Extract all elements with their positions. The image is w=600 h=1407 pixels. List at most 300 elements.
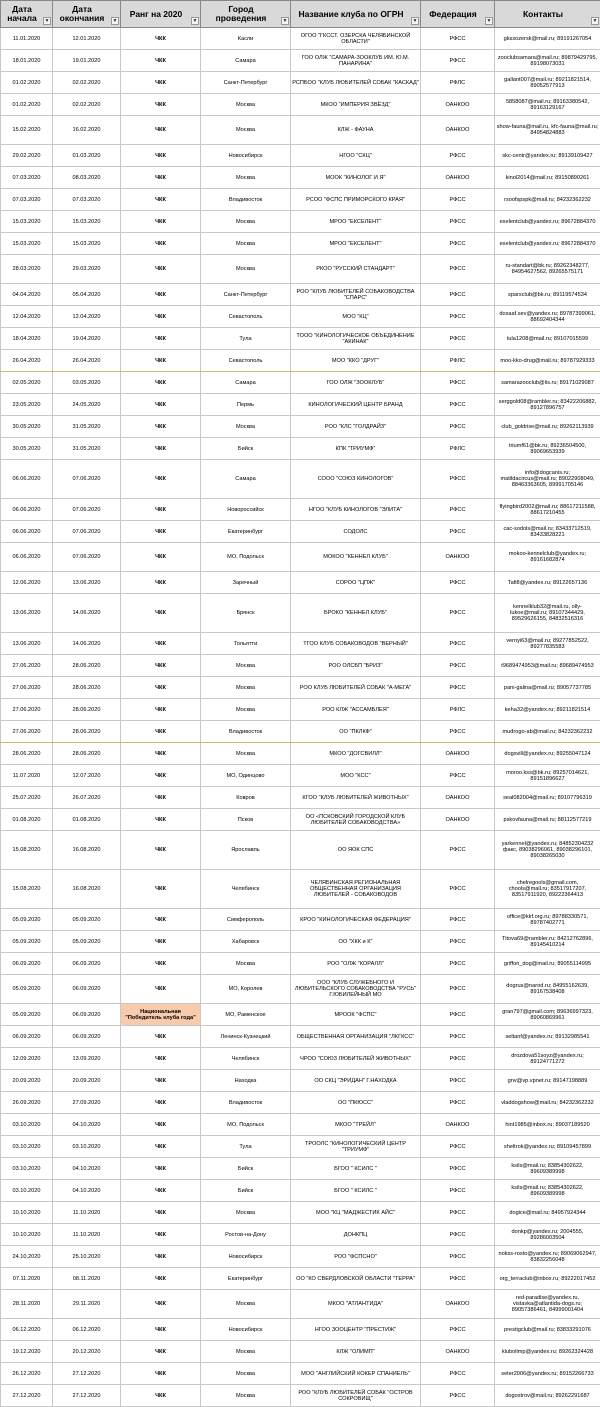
rank-cell[interactable]: ЧКК bbox=[121, 233, 201, 255]
end-date-cell[interactable]: 12.01.2020 bbox=[53, 28, 121, 50]
filter-city-dropdown-arrow-icon[interactable]: ▼ bbox=[281, 17, 289, 25]
city-cell[interactable]: Касли bbox=[201, 28, 291, 50]
federation-cell[interactable]: РФСС bbox=[421, 721, 495, 743]
city-cell[interactable]: Москва bbox=[201, 1202, 291, 1224]
end-date-cell[interactable]: 14.06.2020 bbox=[53, 594, 121, 633]
club-name-cell[interactable]: РОО ОЛСБП "БРИЗ" bbox=[291, 655, 421, 677]
club-name-cell[interactable]: МКОО "ИМПЕРИЯ ЗВЁЗД" bbox=[291, 94, 421, 116]
end-date-cell[interactable]: 27.12.2020 bbox=[53, 1385, 121, 1407]
federation-cell[interactable]: РФСС bbox=[421, 50, 495, 72]
city-cell[interactable]: Хабаровск bbox=[201, 931, 291, 953]
city-cell[interactable]: МО, Королев bbox=[201, 975, 291, 1004]
end-date-cell[interactable]: 13.06.2020 bbox=[53, 572, 121, 594]
city-cell[interactable]: Москва bbox=[201, 94, 291, 116]
rank-cell[interactable]: ЧКК bbox=[121, 167, 201, 189]
filter-end-date-dropdown-arrow-icon[interactable]: ▼ bbox=[111, 17, 119, 25]
rank-cell[interactable]: ЧКК bbox=[121, 1114, 201, 1136]
city-cell[interactable]: Ярославль bbox=[201, 831, 291, 870]
rank-cell[interactable]: ЧКК bbox=[121, 521, 201, 543]
filter-federation-dropdown-arrow-icon[interactable]: ▼ bbox=[485, 17, 493, 25]
federation-cell[interactable]: РФСС bbox=[421, 1224, 495, 1246]
contacts-cell[interactable]: moo-kko-drug@mail.ru; 89787929333 bbox=[495, 350, 600, 372]
rank-cell[interactable]: ЧКК bbox=[121, 499, 201, 521]
contacts-cell[interactable]: keha32@yandex.ru; 89211821514 bbox=[495, 699, 600, 721]
contacts-cell[interactable]: samarazooclub@lis.ru; 89171029087 bbox=[495, 372, 600, 394]
city-cell[interactable]: МО, Одинцово bbox=[201, 765, 291, 787]
start-date-cell[interactable]: 24.10.2020 bbox=[1, 1246, 53, 1268]
end-date-cell[interactable]: 04.10.2020 bbox=[53, 1180, 121, 1202]
contacts-cell[interactable]: show-fauna@mail.ru, kfc-fauna@mail.ru; 84954824883 bbox=[495, 116, 600, 145]
contacts-cell[interactable]: dogostrov@mail.ru; 89262291687 bbox=[495, 1385, 600, 1407]
end-date-cell[interactable]: 02.02.2020 bbox=[53, 72, 121, 94]
end-date-cell[interactable]: 28.06.2020 bbox=[53, 677, 121, 699]
contacts-cell[interactable]: club_goldrise@mail.ru; 89262113939 bbox=[495, 416, 600, 438]
federation-cell[interactable]: РФСС bbox=[421, 394, 495, 416]
end-date-cell[interactable]: 11.10.2020 bbox=[53, 1202, 121, 1224]
city-cell[interactable]: Москва bbox=[201, 655, 291, 677]
club-name-cell[interactable]: СОРОО "ЦПЖ" bbox=[291, 572, 421, 594]
rank-cell[interactable]: ЧКК bbox=[121, 831, 201, 870]
club-name-cell[interactable]: РОО "ОЛЖ "КОРАЛЛ" bbox=[291, 953, 421, 975]
club-name-cell[interactable]: ЧЕЛЯБИНСКАЯ РЕГИОНАЛЬНАЯ ОБЩЕСТВЕННАЯ ОРГАНИЗАЦИЯ ЛЮБИТЕЛЕЙ - СОБАКОВОДОВ bbox=[291, 870, 421, 909]
rank-cell[interactable]: ЧКК bbox=[121, 416, 201, 438]
rank-cell[interactable]: ЧКК bbox=[121, 306, 201, 328]
club-name-cell[interactable]: РСПБОО "КЛУБ ЛЮБИТЕЛЕЙ СОБАК "КАСКАД" bbox=[291, 72, 421, 94]
city-cell[interactable]: Москва bbox=[201, 743, 291, 765]
start-date-cell[interactable]: 12.06.2020 bbox=[1, 572, 53, 594]
contacts-cell[interactable]: vernyi63@mail.ru; 89277852522, 89277835583 bbox=[495, 633, 600, 655]
end-date-cell[interactable]: 20.12.2020 bbox=[53, 1341, 121, 1363]
club-name-cell[interactable]: ОО "КО СВЕРДЛОВСКОЙ ОБЛАСТИ "ТЕРРА" bbox=[291, 1268, 421, 1290]
contacts-cell[interactable]: gallant007@mail.ru; 89211821514, 89052577913 bbox=[495, 72, 600, 94]
federation-cell[interactable]: РФСС bbox=[421, 1180, 495, 1202]
city-cell[interactable]: Москва bbox=[201, 211, 291, 233]
start-date-cell[interactable]: 06.06.2020 bbox=[1, 543, 53, 572]
city-cell[interactable]: Москва bbox=[201, 1341, 291, 1363]
federation-cell[interactable]: РФСС bbox=[421, 909, 495, 931]
club-name-cell[interactable]: БГОО " КСИЛС " bbox=[291, 1158, 421, 1180]
federation-cell[interactable]: РФСС bbox=[421, 499, 495, 521]
city-cell[interactable]: Москва bbox=[201, 167, 291, 189]
federation-cell[interactable]: ОАНКОО bbox=[421, 743, 495, 765]
city-cell[interactable]: Бийск bbox=[201, 1158, 291, 1180]
end-date-cell[interactable]: 11.10.2020 bbox=[53, 1224, 121, 1246]
start-date-cell[interactable]: 03.10.2020 bbox=[1, 1114, 53, 1136]
filter-contacts-dropdown-arrow-icon[interactable]: ▼ bbox=[591, 17, 599, 25]
contacts-cell[interactable]: gnv@vp.vpnet.ru; 89147198889 bbox=[495, 1070, 600, 1092]
rank-cell[interactable]: ЧКК bbox=[121, 372, 201, 394]
end-date-cell[interactable]: 06.09.2020 bbox=[53, 1026, 121, 1048]
end-date-cell[interactable]: 28.06.2020 bbox=[53, 721, 121, 743]
federation-cell[interactable]: РФСС bbox=[421, 306, 495, 328]
federation-cell[interactable]: РФСС bbox=[421, 633, 495, 655]
end-date-cell[interactable]: 03.10.2020 bbox=[53, 1136, 121, 1158]
end-date-cell[interactable]: 12.04.2020 bbox=[53, 306, 121, 328]
rank-cell[interactable]: ЧКК bbox=[121, 870, 201, 909]
federation-cell[interactable]: РФСС bbox=[421, 677, 495, 699]
rank-cell[interactable]: ЧКК bbox=[121, 931, 201, 953]
end-date-cell[interactable]: 15.03.2020 bbox=[53, 233, 121, 255]
rank-cell[interactable]: ЧКК bbox=[121, 72, 201, 94]
club-name-cell[interactable]: МОКОО "КЕННЕЛ КЛУБ" bbox=[291, 543, 421, 572]
end-date-cell[interactable]: 06.09.2020 bbox=[53, 1004, 121, 1026]
start-date-cell[interactable]: 15.03.2020 bbox=[1, 211, 53, 233]
rank-cell[interactable]: ЧКК bbox=[121, 721, 201, 743]
city-cell[interactable]: Санкт-Петербург bbox=[201, 72, 291, 94]
federation-cell[interactable]: РФСС bbox=[421, 328, 495, 350]
federation-cell[interactable]: РФСС bbox=[421, 1136, 495, 1158]
city-cell[interactable]: Москва bbox=[201, 255, 291, 284]
federation-cell[interactable]: РФСС bbox=[421, 521, 495, 543]
city-cell[interactable]: Санкт-Петербург bbox=[201, 284, 291, 306]
city-cell[interactable]: Москва bbox=[201, 116, 291, 145]
federation-cell[interactable]: РФСС bbox=[421, 831, 495, 870]
start-date-cell[interactable]: 30.05.2020 bbox=[1, 416, 53, 438]
start-date-cell[interactable]: 26.09.2020 bbox=[1, 1092, 53, 1114]
federation-cell[interactable]: РФСС bbox=[421, 233, 495, 255]
contacts-cell[interactable]: gran797@gmail.com; 89636997323, 89060869961 bbox=[495, 1004, 600, 1026]
club-name-cell[interactable]: РОО КЛУБ ЛЮБИТЕЛЕЙ СОБАК "А-МЕГА" bbox=[291, 677, 421, 699]
start-date-cell[interactable]: 15.08.2020 bbox=[1, 831, 53, 870]
city-cell[interactable]: Тула bbox=[201, 1136, 291, 1158]
start-date-cell[interactable]: 27.06.2020 bbox=[1, 699, 53, 721]
end-date-cell[interactable]: 07.03.2020 bbox=[53, 189, 121, 211]
federation-cell[interactable]: РФСС bbox=[421, 931, 495, 953]
end-date-cell[interactable]: 05.09.2020 bbox=[53, 909, 121, 931]
rank-cell[interactable]: ЧКК bbox=[121, 1319, 201, 1341]
federation-cell[interactable]: РФСС bbox=[421, 1268, 495, 1290]
end-date-cell[interactable]: 29.11.2020 bbox=[53, 1290, 121, 1319]
end-date-cell[interactable]: 07.06.2020 bbox=[53, 521, 121, 543]
contacts-cell[interactable]: dogrus@narod.ru; 84955162639, 89167538408 bbox=[495, 975, 600, 1004]
club-name-cell[interactable]: МООК "КИНОЛОГ И Я" bbox=[291, 167, 421, 189]
rank-cell[interactable]: ЧКК bbox=[121, 594, 201, 633]
city-cell[interactable]: Екатеринбург bbox=[201, 1268, 291, 1290]
club-name-cell[interactable]: МКОО "ДОГСВИЛЛ" bbox=[291, 743, 421, 765]
federation-cell[interactable]: РФСС bbox=[421, 255, 495, 284]
federation-cell[interactable]: РФСС bbox=[421, 1070, 495, 1092]
federation-cell[interactable]: РФСС bbox=[421, 416, 495, 438]
filter-club-dropdown-arrow-icon[interactable]: ▼ bbox=[411, 17, 419, 25]
end-date-cell[interactable]: 03.05.2020 bbox=[53, 372, 121, 394]
city-cell[interactable]: Москва bbox=[201, 677, 291, 699]
contacts-cell[interactable]: dogice@mail.ru; 84957924344 bbox=[495, 1202, 600, 1224]
federation-cell[interactable]: РФСС bbox=[421, 975, 495, 1004]
rank-cell[interactable]: ЧКК bbox=[121, 1136, 201, 1158]
end-date-cell[interactable]: 06.12.2020 bbox=[53, 1319, 121, 1341]
end-date-cell[interactable]: 27.12.2020 bbox=[53, 1363, 121, 1385]
contacts-cell[interactable]: 5858087@mail.ru; 89163380542, 89163129167 bbox=[495, 94, 600, 116]
start-date-cell[interactable]: 15.03.2020 bbox=[1, 233, 53, 255]
city-cell[interactable]: Ленинск-Кузнецкий bbox=[201, 1026, 291, 1048]
rank-cell[interactable]: ЧКК bbox=[121, 460, 201, 499]
federation-cell[interactable]: РФЛС bbox=[421, 72, 495, 94]
city-cell[interactable]: Москва bbox=[201, 1385, 291, 1407]
federation-cell[interactable]: РФЛС bbox=[421, 699, 495, 721]
rank-cell[interactable]: ЧКК bbox=[121, 909, 201, 931]
federation-cell[interactable]: РФСС bbox=[421, 1363, 495, 1385]
rank-cell[interactable]: ЧКК bbox=[121, 50, 201, 72]
end-date-cell[interactable]: 15.03.2020 bbox=[53, 211, 121, 233]
federation-cell[interactable]: ОАНКОО bbox=[421, 1290, 495, 1319]
contacts-cell[interactable]: vladdogshow@mail.ru; 84232362232 bbox=[495, 1092, 600, 1114]
start-date-cell[interactable]: 15.02.2020 bbox=[1, 116, 53, 145]
start-date-cell[interactable]: 06.06.2020 bbox=[1, 521, 53, 543]
club-name-cell[interactable]: ОО "ПКЛКФ" bbox=[291, 721, 421, 743]
contacts-cell[interactable]: chelregools@gmail.com, chools@mail.ru; 83517917207, 83517911920, 89222364413 bbox=[495, 870, 600, 909]
federation-cell[interactable]: РФСС bbox=[421, 460, 495, 499]
club-name-cell[interactable]: ОГОО "ГКССТ. ОЗЕРСКА ЧЕЛЯБИНСКОЙ ОБЛАСТИ" bbox=[291, 28, 421, 50]
end-date-cell[interactable]: 26.04.2020 bbox=[53, 350, 121, 372]
end-date-cell[interactable]: 08.11.2020 bbox=[53, 1268, 121, 1290]
federation-cell[interactable]: ОАНКОО bbox=[421, 543, 495, 572]
end-date-cell[interactable]: 16.08.2020 bbox=[53, 831, 121, 870]
end-date-cell[interactable]: 28.06.2020 bbox=[53, 743, 121, 765]
city-cell[interactable]: Тольятти bbox=[201, 633, 291, 655]
club-name-cell[interactable]: ОО ЯОК СПС bbox=[291, 831, 421, 870]
end-date-cell[interactable]: 28.06.2020 bbox=[53, 655, 121, 677]
federation-cell[interactable]: ОАНКОО bbox=[421, 1114, 495, 1136]
filter-start-date-dropdown-arrow-icon[interactable]: ▼ bbox=[43, 17, 51, 25]
start-date-cell[interactable]: 27.06.2020 bbox=[1, 677, 53, 699]
city-cell[interactable]: Ковров bbox=[201, 787, 291, 809]
start-date-cell[interactable]: 13.06.2020 bbox=[1, 594, 53, 633]
contacts-cell[interactable]: nokss-rosto@yandex.ru; 89069062947, 83832256048 bbox=[495, 1246, 600, 1268]
contacts-cell[interactable]: kinol2014@mail.ru; 89150890261 bbox=[495, 167, 600, 189]
club-name-cell[interactable]: РОО "КЛС "ГОЛДРАЙЗ" bbox=[291, 416, 421, 438]
club-name-cell[interactable]: МРОО "ЕКСЕЛЕНТ" bbox=[291, 211, 421, 233]
rank-cell[interactable]: ЧКК bbox=[121, 1224, 201, 1246]
contacts-cell[interactable]: klubolimp@yandex.ru; 89262324428 bbox=[495, 1341, 600, 1363]
federation-cell[interactable]: РФСС bbox=[421, 1004, 495, 1026]
city-cell[interactable]: Москва bbox=[201, 1363, 291, 1385]
contacts-cell[interactable]: seltanf@yandex.ru; 89132985541 bbox=[495, 1026, 600, 1048]
start-date-cell[interactable]: 12.04.2020 bbox=[1, 306, 53, 328]
club-name-cell[interactable]: ЧРОО "СОЮЗ ЛЮБИТЕЛЕЙ ЖИВОТНЫХ" bbox=[291, 1048, 421, 1070]
contacts-cell[interactable]: hint1985@inbox.ru; 89037189520 bbox=[495, 1114, 600, 1136]
club-name-cell[interactable]: ОО «ПСКОВСКИЙ ГОРОДСКОЙ КЛУБ ЛЮБИТЕЛЕЙ СОБАКОВОДСТВА» bbox=[291, 809, 421, 831]
start-date-cell[interactable]: 06.09.2020 bbox=[1, 1026, 53, 1048]
contacts-cell[interactable]: yarkennel@yandex.ru; 84852304232 факс, 89038296061, 89038296101, 89038265030 bbox=[495, 831, 600, 870]
start-date-cell[interactable]: 27.12.2020 bbox=[1, 1385, 53, 1407]
contacts-cell[interactable]: org_terraclub@inbox.ru; 89222017452 bbox=[495, 1268, 600, 1290]
contacts-cell[interactable]: kennelklub32@mail.ru, olly-lukoe@mail.ru; 89107344429, 89529626155, 84832516316 bbox=[495, 594, 600, 633]
city-cell[interactable]: Владивосток bbox=[201, 189, 291, 211]
end-date-cell[interactable]: 08.03.2020 bbox=[53, 167, 121, 189]
rank-cell[interactable]: ЧКК bbox=[121, 1385, 201, 1407]
end-date-cell[interactable]: 28.06.2020 bbox=[53, 699, 121, 721]
federation-cell[interactable]: ОАНКОО bbox=[421, 94, 495, 116]
club-name-cell[interactable]: НГОО ЗООЦЕНТР "ПРЕСТИЖ" bbox=[291, 1319, 421, 1341]
contacts-cell[interactable]: red-paradise@yandex.ru, vistavka@atlantida-dogs.ru; 89057386461, 84999001404 bbox=[495, 1290, 600, 1319]
contacts-cell[interactable]: info@dogcanis.ru; matildacircus@mail.ru; 89022908049, 88463363605, 89991705146 bbox=[495, 460, 600, 499]
rank-cell[interactable]: ЧКК bbox=[121, 655, 201, 677]
club-name-cell[interactable]: РОО "КЛУБ ЛЮБИТЕЛЕЙ СОБАКОВОДСТВА "СПАРС" bbox=[291, 284, 421, 306]
club-name-cell[interactable]: НГОО "СКЦ" bbox=[291, 145, 421, 167]
club-name-cell[interactable]: ООО "КЛУБ СЛУЖЕБНОГО И ЛЮБИТЕЛЬСКОГО СОБАКОВОДСТВА "РУСЬ" Г.ЮБИЛЕЙНЫЙ МО bbox=[291, 975, 421, 1004]
contacts-cell[interactable]: pskovfauna@mail.ru; 88112577219 bbox=[495, 809, 600, 831]
federation-cell[interactable]: РФСС bbox=[421, 1026, 495, 1048]
end-date-cell[interactable]: 26.07.2020 bbox=[53, 787, 121, 809]
contacts-cell[interactable]: ksils@mail.ru; 83854302622, 89609389998 bbox=[495, 1180, 600, 1202]
end-date-cell[interactable]: 19.01.2020 bbox=[53, 50, 121, 72]
end-date-cell[interactable]: 07.06.2020 bbox=[53, 543, 121, 572]
end-date-cell[interactable]: 01.08.2020 bbox=[53, 809, 121, 831]
rank-cell[interactable]: ЧКК bbox=[121, 1290, 201, 1319]
city-cell[interactable]: Заречный bbox=[201, 572, 291, 594]
contacts-cell[interactable]: dogsvill@yandex.ru; 89255047124 bbox=[495, 743, 600, 765]
start-date-cell[interactable]: 26.04.2020 bbox=[1, 350, 53, 372]
rank-cell[interactable]: ЧКК bbox=[121, 1246, 201, 1268]
city-cell[interactable]: Москва bbox=[201, 1290, 291, 1319]
club-name-cell[interactable]: МОО "АНГЛИЙСКИЙ КОКЕР СПАНИЕЛЬ" bbox=[291, 1363, 421, 1385]
contacts-cell[interactable]: exelentclub@yandex.ru; 89672884370 bbox=[495, 233, 600, 255]
start-date-cell[interactable]: 29.02.2020 bbox=[1, 145, 53, 167]
contacts-cell[interactable]: seter2006@yandex.ru; 89152266733 bbox=[495, 1363, 600, 1385]
start-date-cell[interactable]: 23.05.2020 bbox=[1, 394, 53, 416]
club-name-cell[interactable]: СООО "СОЮЗ КИНОЛОГОВ" bbox=[291, 460, 421, 499]
rank-cell[interactable]: ЧКК bbox=[121, 394, 201, 416]
rank-cell[interactable]: ЧКК bbox=[121, 699, 201, 721]
start-date-cell[interactable]: 20.09.2020 bbox=[1, 1070, 53, 1092]
club-name-cell[interactable]: КИНОЛОГИЧЕСКИЙ ЦЕНТР БРАНД bbox=[291, 394, 421, 416]
rank-cell[interactable]: ЧКК bbox=[121, 1268, 201, 1290]
club-name-cell[interactable]: НГОО "КЛУБ КИНОЛОГОВ "ЭЛИТА" bbox=[291, 499, 421, 521]
federation-cell[interactable]: РФСС bbox=[421, 1048, 495, 1070]
filter-rank-dropdown-arrow-icon[interactable]: ▼ bbox=[191, 17, 199, 25]
club-name-cell[interactable]: МРОО "ЕКСЕЛЕНТ" bbox=[291, 233, 421, 255]
federation-cell[interactable]: ОАНКОО bbox=[421, 1341, 495, 1363]
rank-cell[interactable]: ЧКК bbox=[121, 572, 201, 594]
city-cell[interactable]: Владивосток bbox=[201, 1092, 291, 1114]
club-name-cell[interactable]: МОО "ККО "ДРУГ" bbox=[291, 350, 421, 372]
start-date-cell[interactable]: 01.02.2020 bbox=[1, 72, 53, 94]
end-date-cell[interactable]: 13.09.2020 bbox=[53, 1048, 121, 1070]
contacts-cell[interactable]: Titova69@rambler.ru; 84212762896, 89145410214 bbox=[495, 931, 600, 953]
start-date-cell[interactable]: 03.10.2020 bbox=[1, 1136, 53, 1158]
rank-cell[interactable]: ЧКК bbox=[121, 94, 201, 116]
start-date-cell[interactable]: 28.06.2020 bbox=[1, 743, 53, 765]
city-cell[interactable]: Москва bbox=[201, 233, 291, 255]
city-cell[interactable]: Новосибирск bbox=[201, 145, 291, 167]
club-name-cell[interactable]: БГОО " КСИЛС " bbox=[291, 1180, 421, 1202]
contacts-cell[interactable]: pani-galina@mail.ru; 89057737785 bbox=[495, 677, 600, 699]
city-cell[interactable]: Пермь bbox=[201, 394, 291, 416]
federation-cell[interactable]: РФСС bbox=[421, 594, 495, 633]
end-date-cell[interactable]: 27.09.2020 bbox=[53, 1092, 121, 1114]
rank-cell[interactable]: ЧКК bbox=[121, 1070, 201, 1092]
contacts-cell[interactable]: zooclubsamara@mail.ru; 89879429795, 89198073031 bbox=[495, 50, 600, 72]
rank-cell[interactable]: ЧКК bbox=[121, 743, 201, 765]
federation-cell[interactable]: РФСС bbox=[421, 1158, 495, 1180]
start-date-cell[interactable]: 03.10.2020 bbox=[1, 1158, 53, 1180]
contacts-cell[interactable]: sheltrok@yandex.ru; 89109457899 bbox=[495, 1136, 600, 1158]
start-date-cell[interactable]: 28.03.2020 bbox=[1, 255, 53, 284]
club-name-cell[interactable]: ТООО "КИНОЛОГИЧЕСКОЕ ОБЪЕДИНЕНИЕ "АКИНАК" bbox=[291, 328, 421, 350]
city-cell[interactable]: Москва bbox=[201, 416, 291, 438]
club-name-cell[interactable]: БРОКО "КЕННЕЛ КЛУБ" bbox=[291, 594, 421, 633]
rank-cell[interactable]: ЧКК bbox=[121, 543, 201, 572]
start-date-cell[interactable]: 18.01.2020 bbox=[1, 50, 53, 72]
contacts-cell[interactable]: Tafi8@yandex.ru; 89122657136 bbox=[495, 572, 600, 594]
end-date-cell[interactable]: 14.06.2020 bbox=[53, 633, 121, 655]
start-date-cell[interactable]: 12.09.2020 bbox=[1, 1048, 53, 1070]
end-date-cell[interactable]: 06.09.2020 bbox=[53, 975, 121, 1004]
club-name-cell[interactable]: КЛЖ "ОЛИМП" bbox=[291, 1341, 421, 1363]
club-name-cell[interactable]: СОДОЛС bbox=[291, 521, 421, 543]
federation-cell[interactable]: РФСС bbox=[421, 1385, 495, 1407]
contacts-cell[interactable]: prestigclub@mail.ru; 83833291076 bbox=[495, 1319, 600, 1341]
club-name-cell[interactable]: ОО "ХКК и К" bbox=[291, 931, 421, 953]
federation-cell[interactable]: РФЛС bbox=[421, 350, 495, 372]
end-date-cell[interactable]: 25.10.2020 bbox=[53, 1246, 121, 1268]
end-date-cell[interactable]: 19.04.2020 bbox=[53, 328, 121, 350]
start-date-cell[interactable]: 07.03.2020 bbox=[1, 189, 53, 211]
federation-cell[interactable]: РФСС bbox=[421, 284, 495, 306]
end-date-cell[interactable]: 04.10.2020 bbox=[53, 1114, 121, 1136]
contacts-cell[interactable]: seal082004@mail.ru; 89107796319 bbox=[495, 787, 600, 809]
end-date-cell[interactable]: 07.06.2020 bbox=[53, 460, 121, 499]
city-cell[interactable]: Челябинск bbox=[201, 870, 291, 909]
start-date-cell[interactable]: 05.09.2020 bbox=[1, 1004, 53, 1026]
contacts-cell[interactable]: ru-standart@bk.ru; 89262348277, 84954627562, 89265575171 bbox=[495, 255, 600, 284]
club-name-cell[interactable]: РСОО "ФСПС ПРИМОРСКОГО КРАЯ" bbox=[291, 189, 421, 211]
city-cell[interactable]: Новосибирск bbox=[201, 1246, 291, 1268]
rank-cell[interactable]: ЧКК bbox=[121, 1363, 201, 1385]
federation-cell[interactable]: ОАНКОО bbox=[421, 167, 495, 189]
rank-cell[interactable]: ЧКК bbox=[121, 1180, 201, 1202]
rank-cell[interactable]: ЧКК bbox=[121, 1048, 201, 1070]
rank-cell[interactable]: ЧКК bbox=[121, 633, 201, 655]
rank-cell[interactable]: ЧКК bbox=[121, 953, 201, 975]
rank-cell[interactable]: ЧКК bbox=[121, 1092, 201, 1114]
start-date-cell[interactable]: 27.06.2020 bbox=[1, 655, 53, 677]
rank-cell[interactable]: ЧКК bbox=[121, 328, 201, 350]
contacts-cell[interactable]: skc-centr@yandex.ru; 89139109427 bbox=[495, 145, 600, 167]
city-cell[interactable]: Севастополь bbox=[201, 306, 291, 328]
federation-cell[interactable]: РФСС bbox=[421, 572, 495, 594]
start-date-cell[interactable]: 11.01.2020 bbox=[1, 28, 53, 50]
club-name-cell[interactable]: РОО "КЛУБ ЛЮБИТЕЛЕЙ СОБАК "ОСТРОВ СОКРОВИЩ" bbox=[291, 1385, 421, 1407]
city-cell[interactable]: МО, Раменское bbox=[201, 1004, 291, 1026]
rank-cell[interactable]: ЧКК bbox=[121, 438, 201, 460]
club-name-cell[interactable]: МКОО "АТЛАНТИДА" bbox=[291, 1290, 421, 1319]
end-date-cell[interactable]: 29.03.2020 bbox=[53, 255, 121, 284]
city-cell[interactable]: Новороссийск bbox=[201, 499, 291, 521]
rank-cell[interactable]: ЧКК bbox=[121, 255, 201, 284]
rank-cell[interactable]: ЧКК bbox=[121, 787, 201, 809]
federation-cell[interactable]: РФСС bbox=[421, 953, 495, 975]
club-name-cell[interactable]: РОО "ФСПСНО" bbox=[291, 1246, 421, 1268]
city-cell[interactable]: Находка bbox=[201, 1070, 291, 1092]
end-date-cell[interactable]: 04.10.2020 bbox=[53, 1158, 121, 1180]
rank-cell[interactable]: ЧКК bbox=[121, 1202, 201, 1224]
rank-cell[interactable]: ЧКК bbox=[121, 350, 201, 372]
contacts-cell[interactable]: donkp@yandex.ru; 2004555, 89286003504 bbox=[495, 1224, 600, 1246]
rank-cell[interactable]: ЧКК bbox=[121, 765, 201, 787]
contacts-cell[interactable]: rsoofspspk@mail.ru; 84232362232 bbox=[495, 189, 600, 211]
end-date-cell[interactable]: 16.02.2020 bbox=[53, 116, 121, 145]
contacts-cell[interactable]: sparsclub@bk.ru; 89119574534 bbox=[495, 284, 600, 306]
end-date-cell[interactable]: 06.09.2020 bbox=[53, 953, 121, 975]
city-cell[interactable]: Новосибирск bbox=[201, 1319, 291, 1341]
contacts-cell[interactable]: gkssozersk@mail.ru; 89191267054 bbox=[495, 28, 600, 50]
contacts-cell[interactable]: t9689474953@mail.ru; 89689474953 bbox=[495, 655, 600, 677]
rank-cell[interactable]: ЧКК bbox=[121, 145, 201, 167]
federation-cell[interactable]: ОАНКОО bbox=[421, 116, 495, 145]
federation-cell[interactable]: РФСС bbox=[421, 1092, 495, 1114]
start-date-cell[interactable]: 25.07.2020 bbox=[1, 787, 53, 809]
